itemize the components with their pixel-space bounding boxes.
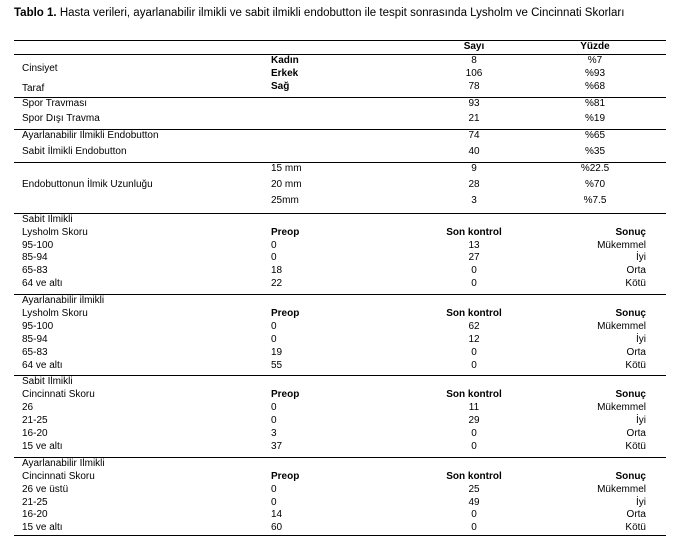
table-row [14,195,666,208]
size-label: 25mm [271,194,299,206]
size-label: 15 mm [271,163,302,175]
cinsiyet-label: Cinsiyet [22,62,58,74]
table-row [14,497,666,510]
caption-text: Hasta verileri, ayarlanabilir ilmikli ve sabit ilmikli endobutton ile tespit sonrasında Lysholm ve Cincinnati Skorları [59,7,625,19]
sonuc-header: Sonuç [615,226,646,238]
header-sayi: Sayı [463,41,485,52]
length-label: Endobuttonun İlmik Uzunluğu [22,179,153,191]
preop-cell: 0 [271,320,277,332]
preop-header: Preop [271,226,300,238]
cell: %19 [584,113,605,125]
cell: %81 [584,97,605,109]
range-cell: 85-94 [22,252,48,264]
range-cell: 95-100 [22,320,54,332]
score-group-row [14,295,666,308]
result-cell: Mükemmel [597,483,646,495]
result-cell: Kötü [625,278,646,290]
result-cell: İyi [636,252,646,264]
table-row [14,81,666,94]
table-row [14,252,666,265]
score-name-label: Cincinnati Skoru [22,389,95,401]
score-block [14,375,666,453]
table-row [14,240,666,253]
range-cell: 65-83 [22,265,48,277]
score-blocks [14,213,666,536]
cell: %22.5 [580,163,610,175]
table-row [14,360,666,373]
son-kontrol-cell: 25 [468,483,480,495]
cell: 106 [465,67,483,79]
range-cell: 21-25 [22,415,48,427]
row-label: Spor Dışı Travma [22,113,100,125]
son-kontrol-cell: 29 [468,415,480,427]
erkek-label: Erkek [271,67,299,79]
cell: %7 [587,54,603,66]
cell: %68 [584,80,605,92]
cell: 93 [468,97,480,109]
score-header-row [14,389,666,402]
son-kontrol-cell: 27 [468,252,480,264]
result-cell: İyi [636,496,646,508]
table-row [14,321,666,334]
range-cell: 65-83 [22,346,48,358]
score-block [14,294,666,372]
cell: %65 [584,130,605,142]
score-group-label: Sabit İlmikli [22,213,73,225]
table-row [14,428,666,441]
cell: %7.5 [583,194,607,206]
preop-cell: 0 [271,402,277,414]
table-row [14,146,666,159]
preop-cell: 0 [271,252,277,264]
preop-cell: 55 [271,359,283,371]
taraf-label: Taraf [22,82,45,94]
cell: %70 [584,179,605,191]
cell: 40 [468,146,480,158]
table-row [14,415,666,428]
table-row [14,441,666,454]
son-kontrol-cell: 0 [471,265,477,277]
sonuc-header: Sonuç [615,470,646,482]
table-row [14,522,666,536]
son-kontrol-cell: 12 [468,333,480,345]
range-cell: 16-20 [22,428,48,440]
son-kontrol-cell: 62 [468,320,480,332]
table-row [14,54,666,68]
preop-cell: 0 [271,239,277,251]
score-header-row [14,471,666,484]
son-kontrol-cell: 0 [471,346,477,358]
table-caption [14,6,666,21]
result-cell: Kötü [625,522,646,534]
preop-cell: 0 [271,333,277,345]
preop-cell: 22 [271,278,283,290]
score-header-row [14,308,666,321]
preop-cell: 0 [271,483,277,495]
preop-cell: 14 [271,509,283,521]
table-header [14,40,666,54]
range-cell: 85-94 [22,333,48,345]
row-label: Ayarlanabilir İlmikli Endobutton [22,130,159,142]
cell: 78 [468,80,480,92]
preop-cell: 3 [271,428,277,440]
cell: %93 [584,67,605,79]
table-row [14,113,666,126]
son-kontrol-header: Son kontrol [446,389,502,401]
result-cell: Orta [626,509,646,521]
score-name-label: Cincinnati Skoru [22,470,95,482]
preop-header: Preop [271,308,300,320]
range-cell: 16-20 [22,509,48,521]
son-kontrol-cell: 0 [471,440,477,452]
range-cell: 15 ve altı [22,440,63,452]
table-row [14,334,666,347]
son-kontrol-header: Son kontrol [446,226,502,238]
result-cell: Kötü [625,359,646,371]
range-cell: 21-25 [22,496,48,508]
table-row [14,509,666,522]
sonuc-header: Sonuç [615,308,646,320]
score-header-row [14,227,666,240]
header-yuzde: Yüzde [580,41,610,52]
table-row [14,347,666,360]
score-group-label: Ayarlanabilir İlmikli [22,457,105,469]
table-row [14,278,666,291]
table-row [14,129,666,143]
preop-header: Preop [271,389,300,401]
result-cell: Mükemmel [597,320,646,332]
data-table [14,38,666,536]
son-kontrol-cell: 0 [471,278,477,290]
preop-cell: 0 [271,496,277,508]
cell: 74 [468,130,480,142]
table-row [14,179,666,192]
cell: 3 [471,194,477,206]
result-cell: İyi [636,333,646,345]
son-kontrol-header: Son kontrol [446,470,502,482]
table-row [14,402,666,415]
score-group-label: Sabit İlmikli [22,376,73,388]
preop-cell: 0 [271,415,277,427]
score-group-row [14,376,666,389]
table-row [14,162,666,176]
cell: 8 [471,54,477,66]
score-group-row [14,214,666,227]
score-group-row [14,458,666,471]
result-cell: Mükemmel [597,239,646,251]
score-block [14,457,666,536]
table-row [14,265,666,278]
son-kontrol-header: Son kontrol [446,308,502,320]
range-cell: 26 ve üstü [22,483,69,495]
result-cell: Orta [626,346,646,358]
row-label: Spor Travması [22,97,88,109]
score-name-label: Lysholm Skoru [22,308,88,320]
range-cell: 64 ve altı [22,359,63,371]
preop-cell: 37 [271,440,283,452]
son-kontrol-cell: 0 [471,509,477,521]
range-cell: 15 ve altı [22,522,63,534]
table-row [14,62,666,81]
cell: %35 [584,146,605,158]
cell: 28 [468,179,480,191]
sonuc-header: Sonuç [615,389,646,401]
size-label: 20 mm [271,179,302,191]
preop-header: Preop [271,470,300,482]
score-name-label: Lysholm Skoru [22,226,88,238]
table-row [14,97,666,111]
result-cell: Orta [626,265,646,277]
cell: 9 [471,163,477,175]
result-cell: Orta [626,428,646,440]
score-group-label: Ayarlanabilir ilmikli [22,295,105,307]
son-kontrol-cell: 49 [468,496,480,508]
preop-cell: 18 [271,265,283,277]
score-block [14,213,666,291]
cell: 21 [468,113,480,125]
son-kontrol-cell: 0 [471,359,477,371]
caption-label: Tablo 1. [14,7,57,19]
sag-label: Sağ [271,80,290,92]
result-cell: Mükemmel [597,402,646,414]
son-kontrol-cell: 11 [468,402,480,414]
son-kontrol-cell: 0 [471,428,477,440]
row-label: Sabit İlmikli Endobutton [22,146,127,158]
range-cell: 95-100 [22,239,54,251]
preop-cell: 60 [271,522,283,534]
result-cell: Kötü [625,440,646,452]
kadin-label: Kadın [271,54,299,66]
table-row [14,484,666,497]
range-cell: 64 ve altı [22,278,63,290]
preop-cell: 19 [271,346,283,358]
son-kontrol-cell: 13 [468,239,480,251]
son-kontrol-cell: 0 [471,522,477,534]
result-cell: İyi [636,415,646,427]
range-cell: 26 [22,402,34,414]
